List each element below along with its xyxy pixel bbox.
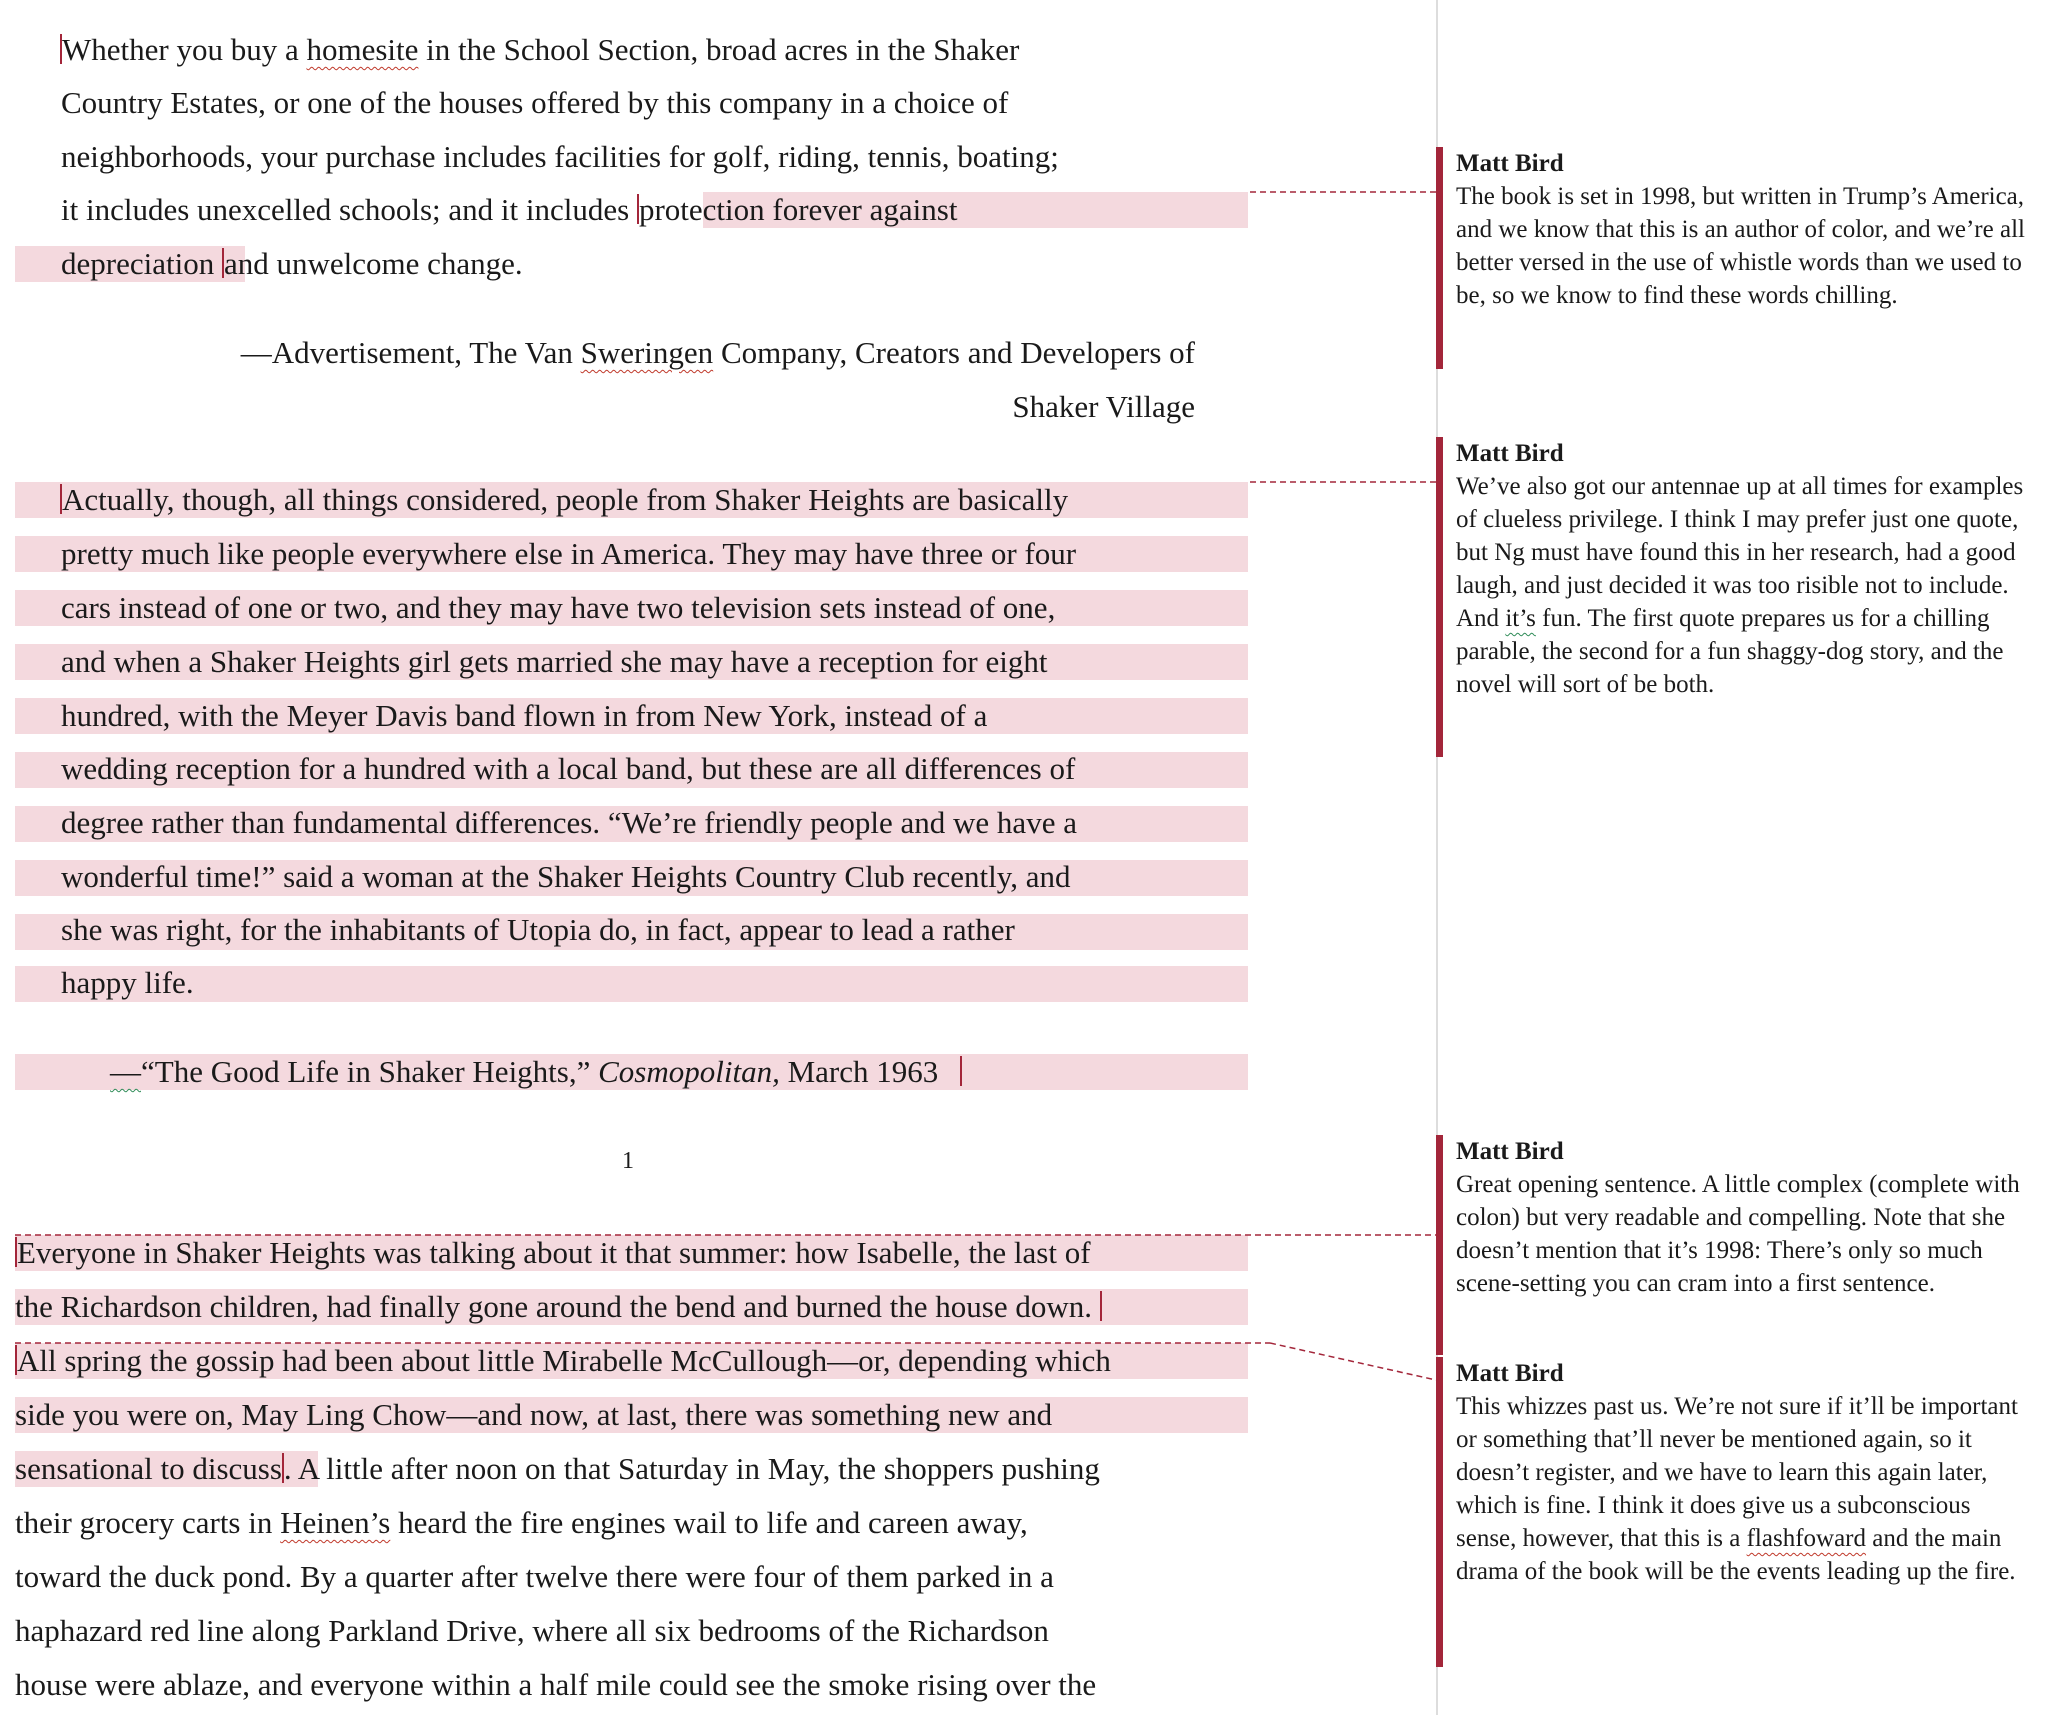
text-line: hundred, with the Meyer Davis band flown in from New York, instead of a [61,698,988,733]
comment-author: Matt Bird [1456,1360,1564,1387]
comment-bar [1436,1135,1443,1355]
text-line: All spring the gossip had been about little Mirabelle McCullough—or, depending which [17,1343,1111,1378]
text-line: she was right, for the inhabitants of Utopia do, in fact, appear to lead a rather [61,912,1015,947]
spelling-error[interactable]: Sweringen [580,335,714,370]
text-line: Actually, though, all things considered, people from Shaker Heights are basically [62,482,1069,517]
text-line: house were ablaze, and everyone within a half mile could see the smoke rising over the [15,1667,1097,1702]
comment-text: We’ve also got our antennae up at all times for examples of clueless privilege. I think I may prefer just one quote, but Ng must have found this in her research, had a good laugh, and just decided it was too risible not to include. And it’s fun. The first quote prepares us for a chilling parable, the second for a fun shaggy-dog story, and the novel will sort of be both. [1456,473,2024,698]
text-line: Country Estates, or one of the houses offered by this company in a choice of [61,85,1009,120]
comment-balloon[interactable] [1436,1357,2036,1667]
text-line: the Richardson children, had finally gone around the bend and burned the house down. [15,1288,1102,1326]
grammar-flag[interactable]: — [110,1054,141,1089]
comment-author: Matt Bird [1456,440,1564,467]
text-line: cars instead of one or two, and they may have two television sets instead of one, [61,590,1056,625]
epigraph-attribution: —“The Good Life in Shaker Heights,” Cosmopolitan, March 1963 [110,1053,962,1091]
text-line: pretty much like people everywhere else in America. They may have three or four [61,536,1077,571]
text-line: Whether you buy a homesite in the School Section, broad acres in the Shaker [62,32,1020,67]
comment-bar [1436,437,1443,757]
comment-text: Great opening sentence. A little complex (complete with colon) but very readable and compelling. Note that she doesn’t mention that it’s 1998: There’s only so much scene-setting you can cram into a first sentence. [1456,1171,2020,1297]
text-line: Everyone in Shaker Heights was talking about it that summer: how Isabelle, the last of [17,1235,1091,1270]
text-line: degree rather than fundamental differences. “We’re friendly people and we have a [61,805,1077,840]
comment-balloon[interactable] [1436,1135,2036,1355]
comment-anchor-end [960,1056,962,1086]
text-line: sensational to discuss. A little after noon on that Saturday in May, the shoppers pushing [15,1451,1100,1486]
grammar-flag[interactable]: it’s [1505,605,1536,632]
comment-connector-line [1270,1343,1436,1380]
comment-author: Matt Bird [1456,1138,1564,1165]
text-line: it includes unexcelled schools; and it includes protection forever against [61,192,958,227]
epigraph-attribution: —Advertisement, The Van Sweringen Company, Creators and Developers of [240,335,1195,370]
text-line: side you were on, May Ling Chow—and now, at last, there was something new and [15,1397,1053,1432]
comment-bar [1436,147,1443,369]
text-line: wedding reception for a hundred with a local band, but these are all differences of [61,751,1076,786]
spelling-error[interactable]: Heinen’s [280,1505,391,1540]
text-line: and when a Shaker Heights girl gets married she may have a reception for eight [61,644,1048,679]
text-line: toward the duck pond. By a quarter after twelve there were four of them parked in a [15,1559,1054,1594]
comment-bar [1436,1357,1443,1667]
text-line: happy life. [61,965,194,1000]
text-line: wonderful time!” said a woman at the Shaker Heights Country Club recently, and [61,859,1071,894]
text-line: their grocery carts in Heinen’s heard the fire engines wail to life and careen away, [15,1505,1028,1540]
text-line: depreciation and unwelcome change. [61,246,523,281]
spelling-error[interactable]: flashfoward [1746,1525,1867,1552]
comment-anchor-end [1100,1291,1102,1321]
text-line: haphazard red line along Parkland Drive, where all six bedrooms of the Richardson [15,1613,1049,1648]
spelling-error[interactable]: homesite [306,32,419,67]
commented-text[interactable]: depreciation [61,246,222,281]
commented-text[interactable]: protection forever against [638,192,958,227]
comment-balloon[interactable] [1436,437,2036,757]
comment-balloon[interactable] [1436,147,2036,369]
comment-author: Matt Bird [1456,150,1564,177]
chapter-number: 1 [622,1148,634,1174]
comment-text: The book is set in 1998, but written in Trump’s America, and we know that this is an author of color, and we’re all better versed in the use of whistle words than we used to be, so we know to find these words chilling. [1456,183,2025,309]
text-line: neighborhoods, your purchase includes facilities for golf, riding, tennis, boating; [61,139,1059,174]
commented-text[interactable]: sensational to discuss [15,1451,282,1486]
comment-text: This whizzes past us. We’re not sure if it’ll be important or something that’ll never be mentioned again, so it doesn’t register, and we have to learn this again later, which is fine. I think it does give us a subconscious sense, however, that this is a flashfoward and the main drama of the book will be the events leading up the fire. [1456,1393,2018,1585]
epigraph-attribution: Shaker Village [1012,389,1195,424]
